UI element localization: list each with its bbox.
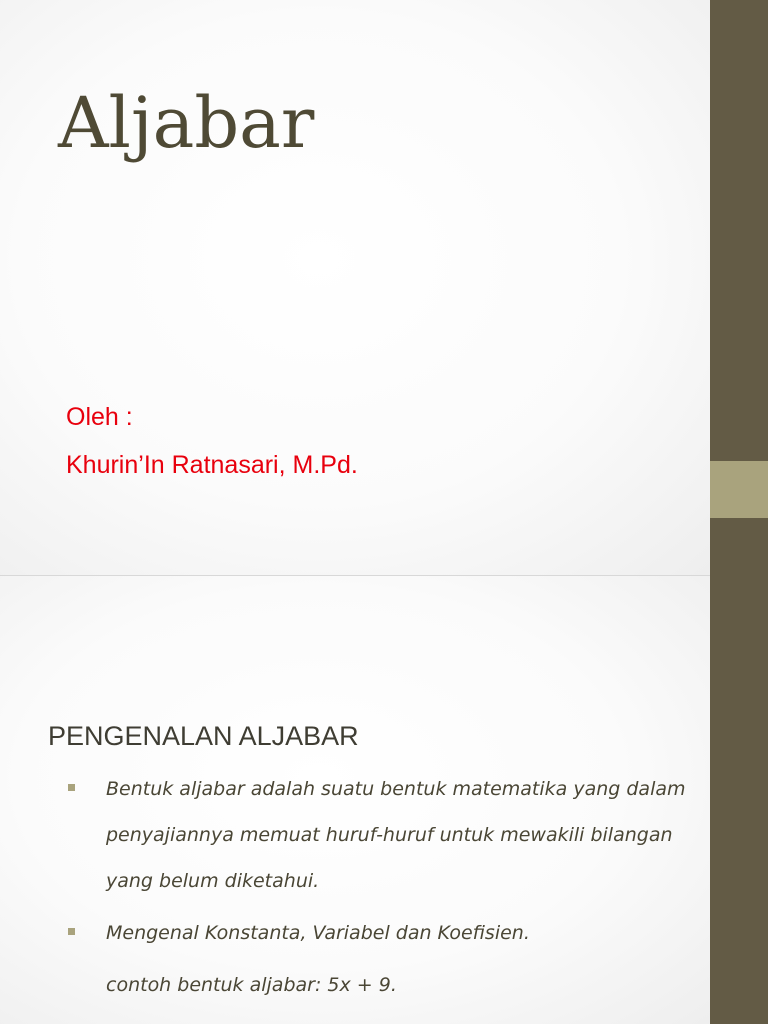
section-heading: PENGENALAN ALJABAR bbox=[48, 721, 359, 751]
sidebar-strip bbox=[710, 0, 768, 1024]
sidebar-accent-block bbox=[710, 461, 768, 518]
author-name: Khurin’In Ratnasari, M.Pd. bbox=[66, 451, 358, 479]
bullet-subtext-2: contoh bentuk aljabar: 5x + 9. bbox=[106, 974, 397, 996]
square-bullet-icon bbox=[68, 928, 75, 935]
slide-title: Aljabar bbox=[58, 82, 315, 164]
author-block bbox=[66, 393, 358, 489]
author-prefix: Oleh : bbox=[66, 403, 133, 431]
bullet-list bbox=[68, 766, 688, 1008]
square-bullet-icon bbox=[68, 784, 75, 791]
bullet-item-2 bbox=[68, 910, 688, 1008]
bullet-item-1 bbox=[68, 766, 688, 904]
bullet-text-1: Bentuk aljabar adalah suatu bentuk matematika yang dalam penyajiannya memuat huruf-huruf untuk mewakili bilangan yang belum diketahui. bbox=[106, 778, 686, 892]
bullet-text-2: Mengenal Konstanta, Variabel dan Koefisien. bbox=[106, 922, 530, 944]
